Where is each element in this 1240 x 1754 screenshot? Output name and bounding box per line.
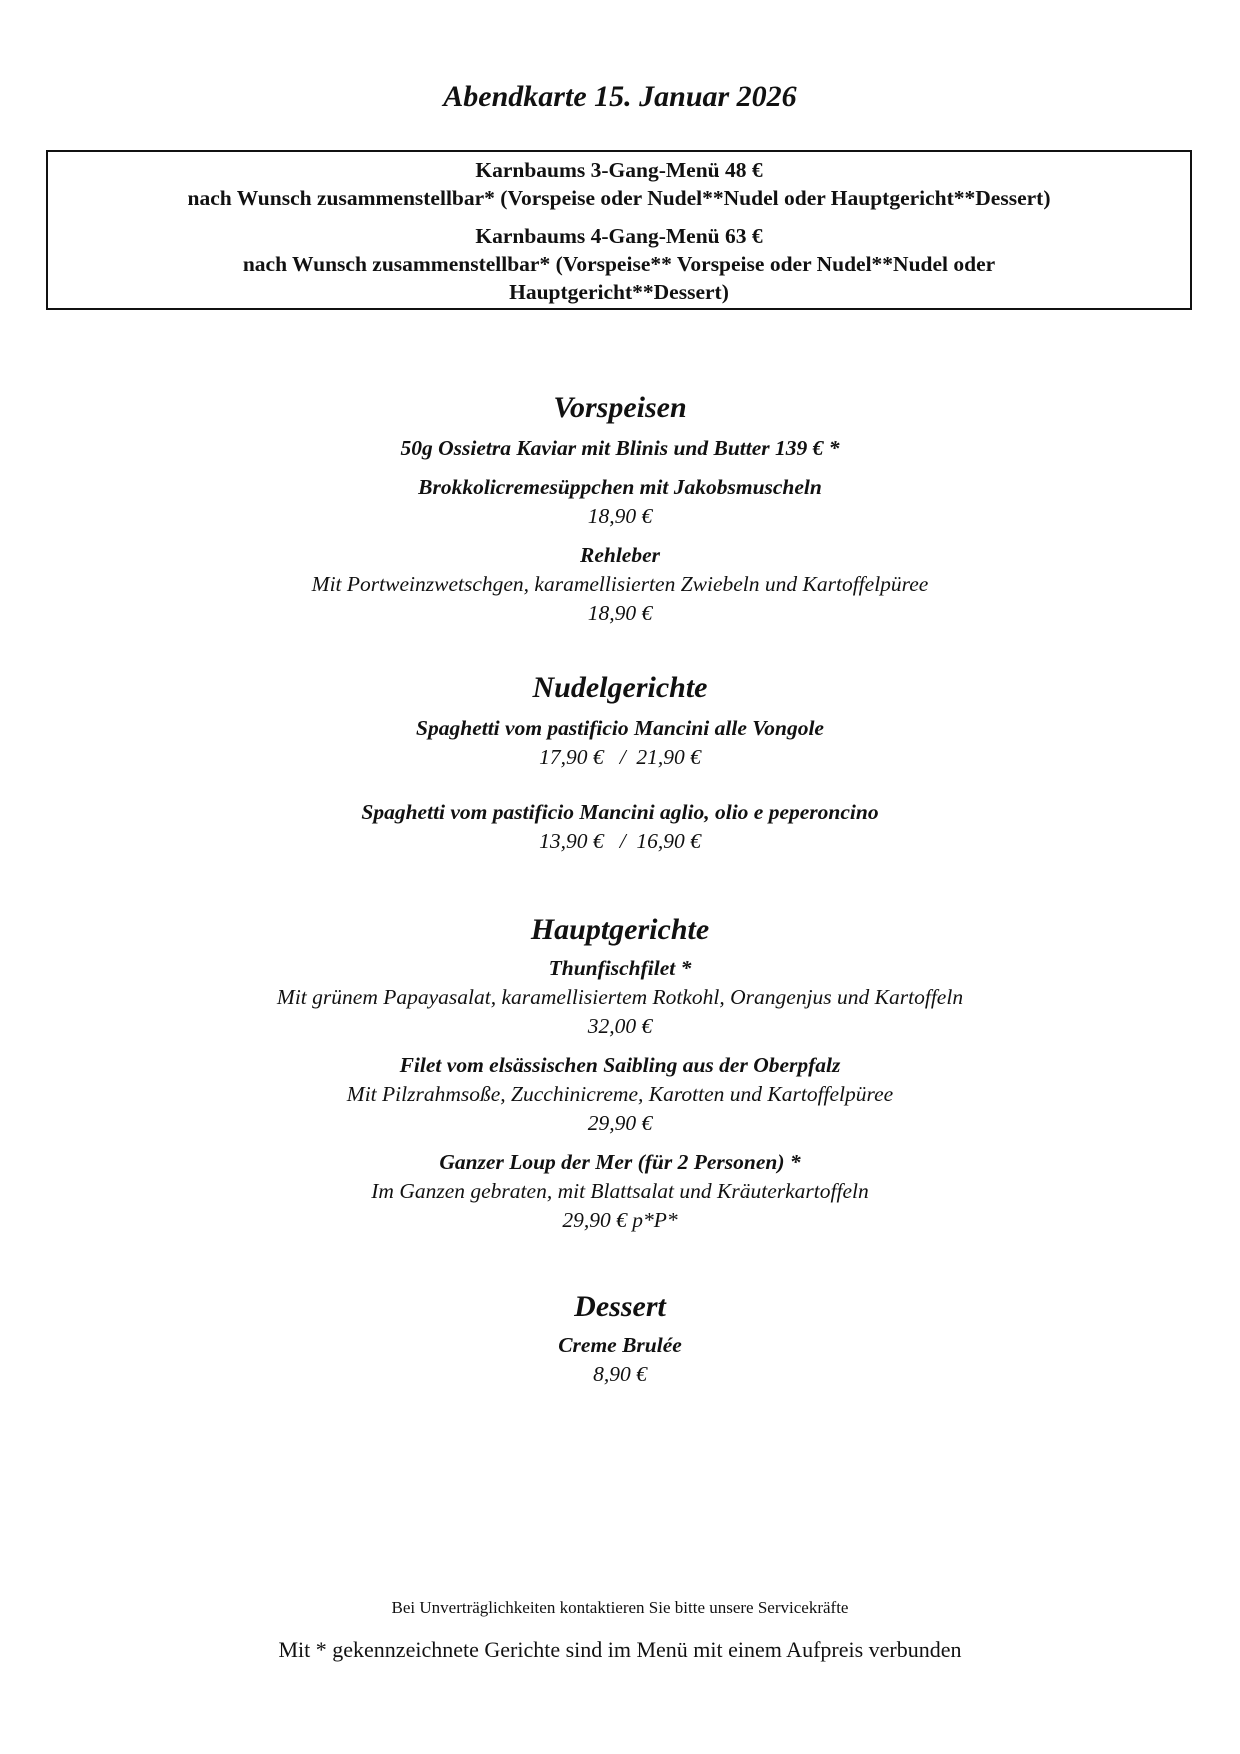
dish-description: Im Ganzen gebraten, mit Blattsalat und Kräuterkartoffeln <box>371 1179 869 1203</box>
asterisk-legend: Mit * gekennzeichnete Gerichte sind im Menü mit einem Aufpreis verbunden <box>278 1637 962 1662</box>
dish-name: 50g Ossietra Kaviar mit Blinis und Butter 139 € * <box>400 436 840 460</box>
dish-item <box>0 798 1240 856</box>
dish-item <box>0 1148 1240 1235</box>
dish-name: Brokkolicremesüppchen mit Jakobsmuscheln <box>418 475 822 499</box>
section-title-vorspeisen: Vorspeisen <box>553 391 687 424</box>
section-title-hauptgerichte: Hauptgerichte <box>530 913 710 946</box>
set-menu-name: Karnbaums 4-Gang-Menü 63 € <box>475 224 763 248</box>
dish-name: Filet vom elsässischen Saibling aus der Oberpfalz <box>399 1053 841 1077</box>
allergy-note: Bei Unverträglichkeiten kontaktieren Sie bitte unsere Servicekräfte <box>391 1598 849 1617</box>
dish-description: Mit grünem Papayasalat, karamellisiertem Rotkohl, Orangenjus und Kartoffeln <box>276 985 964 1009</box>
dish-name: Creme Brulée <box>558 1333 682 1357</box>
dish-description: Mit Portweinzwetschgen, karamellisierten Zwiebeln und Kartoffelpüree <box>311 572 929 596</box>
dish-price: 29,90 € <box>587 1111 653 1135</box>
page-title: Abendkarte 15. Januar 2026 <box>443 80 797 113</box>
section-title-nudelgerichte: Nudelgerichte <box>532 671 708 704</box>
dish-name: Spaghetti vom pastificio Mancini aglio, olio e peperoncino <box>361 800 879 824</box>
set-menu-3-gang <box>48 156 1190 212</box>
dish-item <box>0 1331 1240 1389</box>
dish-price: 18,90 € <box>587 601 653 625</box>
dish-item <box>0 1051 1240 1138</box>
set-menu-description: nach Wunsch zusammenstellbar* (Vorspeise** Vorspeise oder Nudel**Nudel oder Hauptgericht**Dessert) <box>242 252 996 304</box>
dish-item <box>0 473 1240 531</box>
dish-price: 29,90 € p*P* <box>562 1208 678 1232</box>
dish-price: 32,00 € <box>587 1014 653 1038</box>
dish-item <box>0 714 1240 772</box>
set-menu-4-gang <box>48 222 1190 306</box>
set-menu-name: Karnbaums 3-Gang-Menü 48 € <box>475 158 763 182</box>
dish-name: Ganzer Loup der Mer (für 2 Personen) * <box>439 1150 801 1174</box>
dish-item <box>0 954 1240 1041</box>
dish-name: Thunfischfilet * <box>548 956 692 980</box>
dish-price: 8,90 € <box>593 1362 647 1386</box>
dish-item <box>0 541 1240 628</box>
dish-name: Rehleber <box>579 543 661 567</box>
dish-item <box>0 434 1240 463</box>
dish-price: 13,90 € / 16,90 € <box>539 829 701 853</box>
dish-price: 17,90 € / 21,90 € <box>539 745 701 769</box>
dish-name: Spaghetti vom pastificio Mancini alle Vongole <box>416 716 824 740</box>
section-title-dessert: Dessert <box>574 1290 666 1323</box>
dish-price: 18,90 € <box>587 504 653 528</box>
set-menu-description: nach Wunsch zusammenstellbar* (Vorspeise oder Nudel**Nudel oder Hauptgericht**Dessert) <box>187 186 1051 210</box>
set-menu-box <box>46 150 1192 310</box>
dish-description: Mit Pilzrahmsoße, Zucchinicreme, Karotten und Kartoffelpüree <box>346 1082 894 1106</box>
menu-content <box>0 388 1240 1389</box>
